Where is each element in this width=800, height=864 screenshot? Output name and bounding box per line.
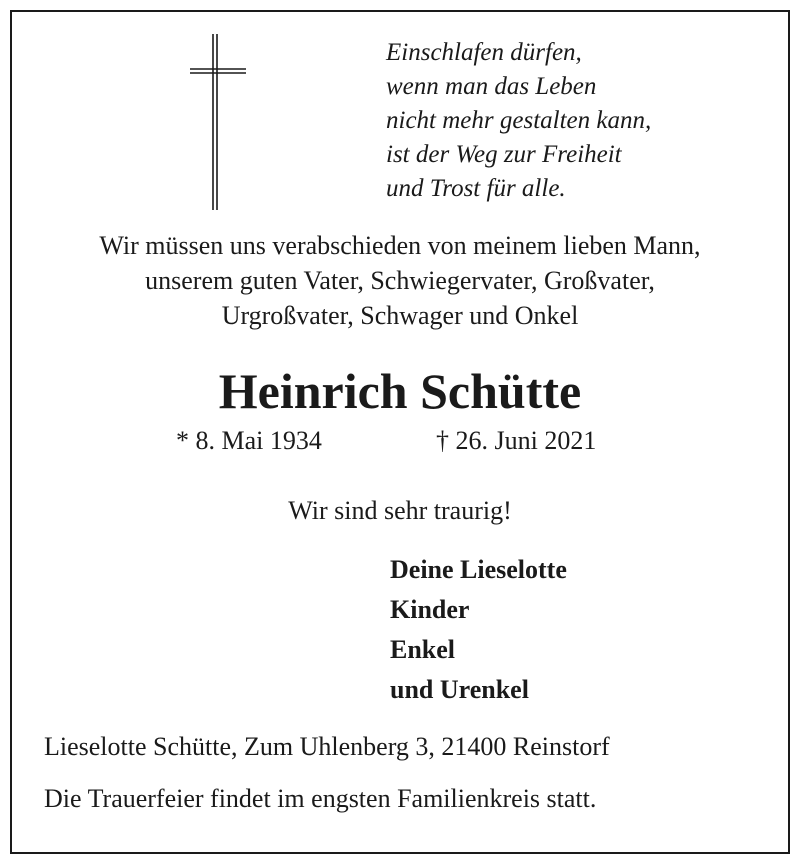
funeral-note: Die Trauerfeier findet im engsten Familienkreis statt. xyxy=(44,784,597,813)
intro-line: Urgroßvater, Schwager und Onkel xyxy=(221,301,579,330)
signer: Enkel xyxy=(390,635,456,664)
signer: und Urenkel xyxy=(390,675,529,704)
poem-line: nicht mehr gestalten kann, xyxy=(386,107,652,134)
poem xyxy=(386,36,651,206)
signers xyxy=(390,550,567,710)
signer: Kinder xyxy=(390,595,470,624)
message: Wir sind sehr traurig! xyxy=(288,496,512,525)
intro-line: unserem guten Vater, Schwiegervater, Großvater, xyxy=(145,266,655,295)
intro-line: Wir müssen uns verabschieden von meinem lieben Mann, xyxy=(99,231,701,260)
cross-icon xyxy=(188,32,248,212)
signer: Deine Lieselotte xyxy=(390,555,567,584)
deceased-name: Heinrich Schütte xyxy=(218,363,582,419)
poem-line: und Trost für alle. xyxy=(386,175,566,202)
address: Lieselotte Schütte, Zum Uhlenberg 3, 21400 Reinstorf xyxy=(44,732,610,761)
poem-line: wenn man das Leben xyxy=(386,73,597,100)
poem-line: ist der Weg zur Freiheit xyxy=(386,141,622,168)
poem-line: Einschlafen dürfen, xyxy=(386,39,582,66)
death-date: † 26. Juni 2021 xyxy=(436,426,597,455)
birth-date: * 8. Mai 1934 xyxy=(176,426,322,455)
intro-text xyxy=(0,228,800,333)
